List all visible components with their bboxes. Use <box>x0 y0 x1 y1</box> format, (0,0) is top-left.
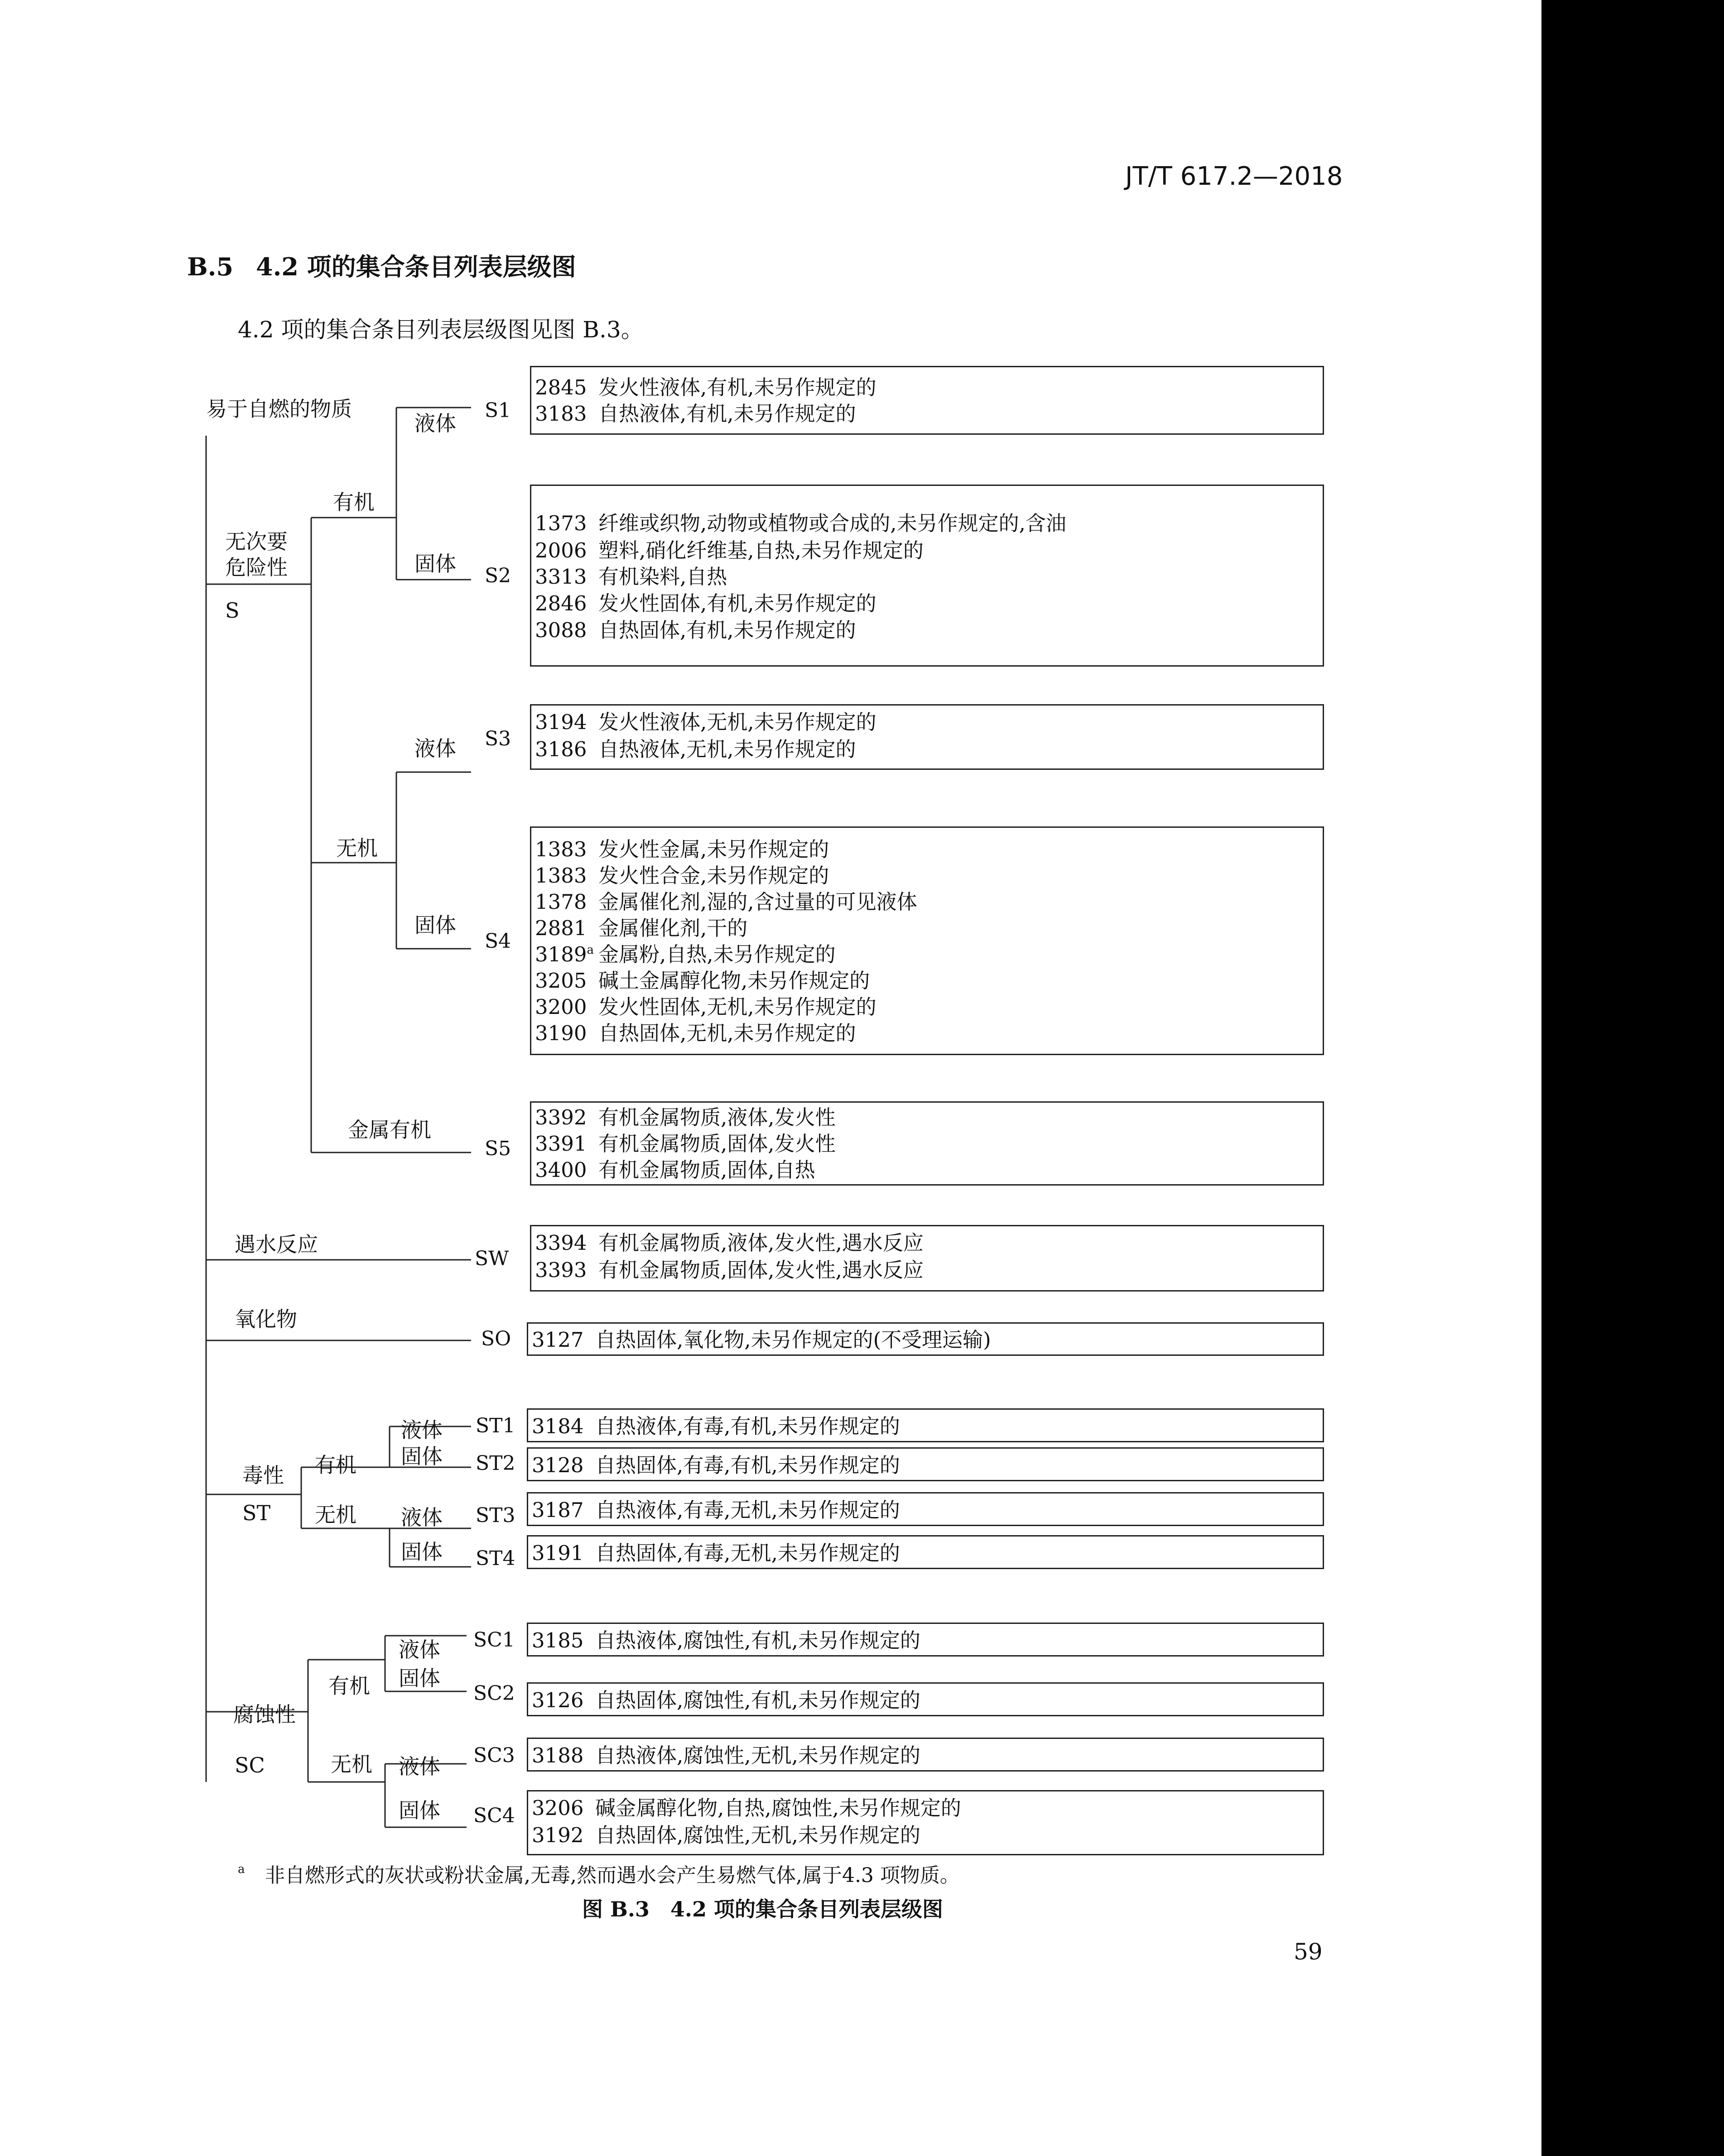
code-sc4: SC4 <box>473 1804 515 1827</box>
liquid-label-sc1: 液体 <box>399 1637 440 1662</box>
entry-item: 3185 自热液体,腐蚀性,有机,未另作规定的 <box>532 1628 920 1652</box>
entry-item: 3183 自热液体,有机,未另作规定的 <box>535 402 856 426</box>
entry-box-s1 <box>530 366 1324 435</box>
entry-item: 3393 有机金属物质,固体,发火性,遇水反应 <box>535 1258 924 1282</box>
entry-item: 1383 发火性合金,未另作规定的 <box>535 864 829 888</box>
entry-box-sc3 <box>527 1738 1324 1772</box>
entry-item: 3126 自热固体,腐蚀性,有机,未另作规定的 <box>532 1688 920 1712</box>
code-s4: S4 <box>485 930 511 953</box>
entry-box-st1 <box>527 1408 1324 1442</box>
liquid-label-sc3: 液体 <box>399 1754 440 1779</box>
footnote-text: 非自燃形式的灰状或粉状金属,无毒,然而遇水会产生易燃气体,属于4.3 项物质。 <box>265 1864 960 1887</box>
code-st3: ST3 <box>476 1504 515 1527</box>
entry-box-sc4 <box>527 1790 1324 1855</box>
solid-label-st2: 固体 <box>401 1444 443 1469</box>
code-sc2: SC2 <box>473 1682 515 1705</box>
entry-box-st2 <box>527 1447 1324 1481</box>
code-sc1: SC1 <box>473 1628 515 1652</box>
entry-box-so <box>527 1322 1324 1356</box>
entry-item: 2006 塑料,硝化纤维基,自热,未另作规定的 <box>535 538 924 562</box>
s-group-code: S <box>225 598 240 623</box>
entry-item: 3187 自热液体,有毒,无机,未另作规定的 <box>532 1498 900 1522</box>
code-s3: S3 <box>485 727 511 750</box>
entry-box-s5 <box>530 1101 1324 1186</box>
code-st2: ST2 <box>476 1452 515 1475</box>
corrosive-label: 腐蚀性 <box>233 1702 296 1727</box>
entry-box-sc2 <box>527 1682 1324 1716</box>
entry-item: 3128 自热固体,有毒,有机,未另作规定的 <box>532 1453 900 1477</box>
code-st1: ST1 <box>476 1414 515 1437</box>
entry-item: 3391 有机金属物质,固体,发火性 <box>535 1132 836 1156</box>
intro-paragraph: 4.2 项的集合条目列表层级图见图 B.3。 <box>238 317 644 343</box>
entry-item: 3191 自热固体,有毒,无机,未另作规定的 <box>532 1541 900 1565</box>
liquid-label-s1: 液体 <box>414 411 456 436</box>
entry-item: 3186 自热液体,无机,未另作规定的 <box>535 737 856 761</box>
entry-box-sc1 <box>527 1623 1324 1657</box>
entry-item: 3200 发火性固体,无机,未另作规定的 <box>535 995 876 1019</box>
entry-item: 2846 发火性固体,有机,未另作规定的 <box>535 591 876 615</box>
footnote-mark: a <box>238 1863 245 1876</box>
section-title: 4.2 项的集合条目列表层级图 <box>256 252 576 281</box>
corrosive-organic-label: 有机 <box>328 1674 370 1698</box>
entry-item: 3184 自热液体,有毒,有机,未另作规定的 <box>532 1414 900 1438</box>
entry-item: 3206 碱金属醇化物,自热,腐蚀性,未另作规定的 <box>532 1796 961 1820</box>
code-s2: S2 <box>485 564 511 587</box>
toxic-label: 毒性 <box>242 1463 284 1488</box>
organometallic-label: 金属有机 <box>348 1118 431 1142</box>
entry-box-st4 <box>527 1535 1324 1569</box>
entry-item: 3205 碱土金属醇化物,未另作规定的 <box>535 969 870 993</box>
root-label: 易于自燃的物质 <box>206 397 352 421</box>
entry-box-s2 <box>530 485 1324 667</box>
entry-item: 3190 自热固体,无机,未另作规定的 <box>535 1021 856 1045</box>
entry-item: 3088 自热固体,有机,未另作规定的 <box>535 618 856 642</box>
entry-item: 3313 有机染料,自热 <box>535 565 727 589</box>
entry-item: 3192 自热固体,腐蚀性,无机,未另作规定的 <box>532 1823 920 1847</box>
entry-box-sw <box>530 1225 1324 1292</box>
solid-label-s2: 固体 <box>414 552 456 576</box>
corrosive-code: SC <box>235 1753 265 1777</box>
entry-item: 2881 金属催化剂,干的 <box>535 916 748 940</box>
code-so: SO <box>481 1327 511 1350</box>
liquid-label-s3: 液体 <box>414 736 456 761</box>
solid-label-s4: 固体 <box>414 913 456 937</box>
code-st4: ST4 <box>476 1547 515 1570</box>
corrosive-inorganic-label: 无机 <box>331 1752 372 1777</box>
s-group-label-line1: 无次要 <box>225 529 288 554</box>
solid-label-sc4: 固体 <box>399 1798 440 1823</box>
s-group-label-line2: 危险性 <box>225 555 288 580</box>
organic-label: 有机 <box>333 490 375 514</box>
code-sc3: SC3 <box>473 1744 515 1767</box>
standard-code: JT/T 617.2—2018 <box>1125 162 1343 191</box>
entry-item: 3400 有机金属物质,固体,自热 <box>535 1158 815 1182</box>
entry-box-s3 <box>530 704 1324 770</box>
code-s5: S5 <box>485 1137 511 1160</box>
entry-item: 2845 发火性液体,有机,未另作规定的 <box>535 375 876 399</box>
entry-box-s4 <box>530 826 1324 1055</box>
code-s1: S1 <box>485 399 511 422</box>
entry-item: 3392 有机金属物质,液体,发火性 <box>535 1105 836 1129</box>
entry-item: 3127 自热固体,氧化物,未另作规定的(不受理运输) <box>532 1328 991 1352</box>
entry-item: 3194 发火性液体,无机,未另作规定的 <box>535 710 876 734</box>
toxic-inorganic-label: 无机 <box>315 1503 356 1527</box>
toxic-organic-label: 有机 <box>315 1453 356 1477</box>
toxic-code: ST <box>242 1501 271 1525</box>
inorganic-label: 无机 <box>336 836 378 860</box>
liquid-label-st1: 液体 <box>401 1418 443 1442</box>
oxidizer-label: 氧化物 <box>235 1307 297 1331</box>
entry-item: 1373 纤维或织物,动物或植物或合成的,未另作规定的,含油 <box>535 511 1066 535</box>
page-number: 59 <box>1294 1939 1323 1965</box>
solid-label-st4: 固体 <box>401 1540 443 1564</box>
liquid-label-st3: 液体 <box>401 1505 443 1530</box>
entry-box-st3 <box>527 1492 1324 1526</box>
entry-item: 1383 发火性金属,未另作规定的 <box>535 837 829 861</box>
figure-caption: 图 B.3 4.2 项的集合条目列表层级图 <box>582 1897 943 1921</box>
entry-item: 3189$^a$ 金属粉,自热,未另作规定的 <box>535 942 836 966</box>
entry-item: 3188 自热液体,腐蚀性,无机,未另作规定的 <box>532 1743 920 1767</box>
water-reactive-label: 遇水反应 <box>235 1232 318 1257</box>
scan-margin-bar <box>1541 0 1724 2156</box>
solid-label-sc2: 固体 <box>399 1666 440 1690</box>
footnote-marker: a <box>587 943 594 957</box>
entry-item: 1378 金属催化剂,湿的,含过量的可见液体 <box>535 890 917 914</box>
code-sw: SW <box>475 1247 509 1270</box>
section-number: B.5 <box>187 252 234 281</box>
entry-item: 3394 有机金属物质,液体,发火性,遇水反应 <box>535 1231 924 1255</box>
